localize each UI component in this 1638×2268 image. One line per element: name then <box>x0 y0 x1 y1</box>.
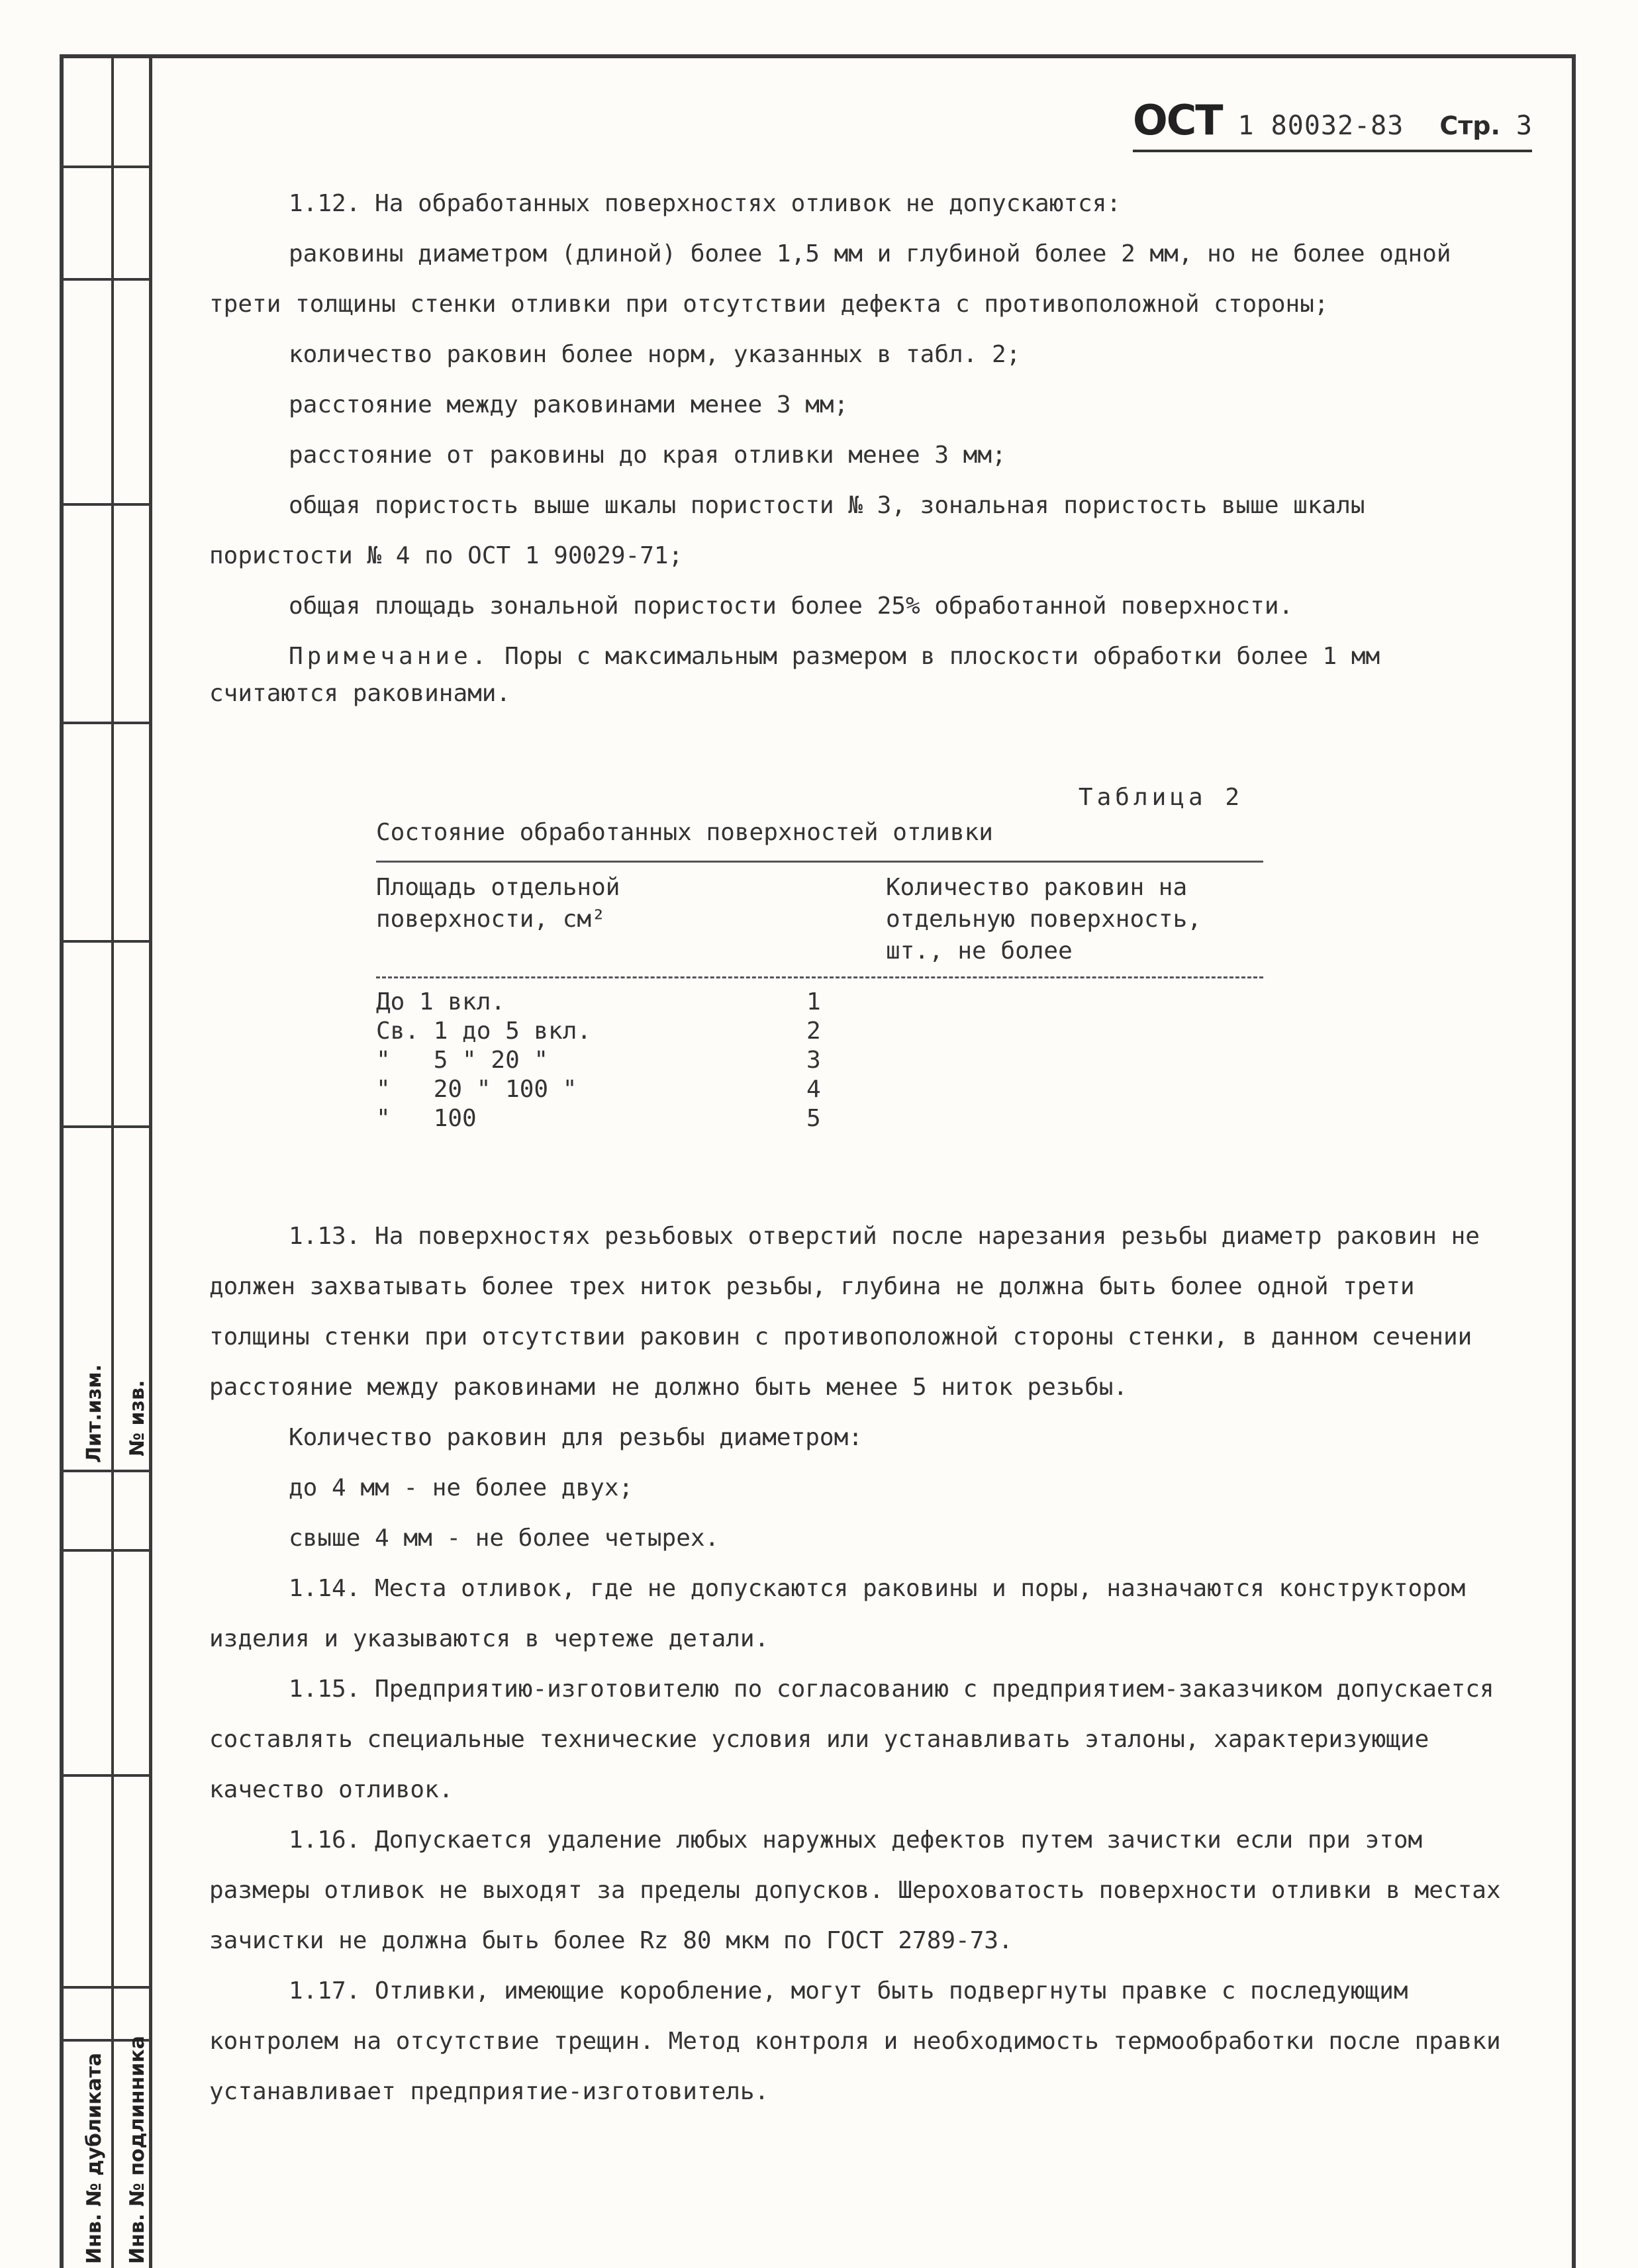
cell-area: " 20 " 100 " <box>376 1076 577 1103</box>
table-row <box>376 1104 1263 1133</box>
strip-line <box>60 503 152 506</box>
paragraph: количество раковин более норм, указанных в табл. 2; <box>289 341 1021 368</box>
paragraph: свыше 4 мм - не более четырех. <box>289 1525 720 1552</box>
cell-count: 2 <box>806 1017 821 1045</box>
cell-area: " 5 " 20 " <box>376 1047 549 1074</box>
cell-area: Св. 1 до 5 вкл. <box>376 1017 592 1045</box>
strip-line <box>60 1470 152 1472</box>
paragraph: 1.16. Допускается удаление любых наружных дефектов путем зачистки если при этом размеры отливок не выходят за пределы допусков. Шероховатость поверхности отливки в местах зачистки не должна быть более Rz 80 мкм по ГОСТ 2789-73. <box>209 1826 1501 1954</box>
page-number: 3 <box>1516 111 1532 141</box>
paragraph: общая пористость выше шкалы пористости № 3, зональная пористость выше шкалы пористости № 4 по ОСТ 1 90029-71; <box>209 492 1365 569</box>
document-number: 1 80032-83 <box>1237 111 1404 141</box>
strip-line <box>60 1549 152 1552</box>
cell-area: До 1 вкл. <box>376 988 506 1016</box>
table-header <box>376 872 1263 967</box>
table-row <box>376 1075 1263 1104</box>
strip-line <box>60 1986 152 1989</box>
revision-label: Лит.изм. <box>83 1364 106 1463</box>
note-paragraph <box>209 638 1507 712</box>
paragraph: Количество раковин для резьбы диаметром: <box>289 1424 863 1451</box>
paragraph: до 4 мм - не более двух; <box>289 1474 634 1501</box>
column-header-count: Количество раковин на отдельную поверхность, шт., не более <box>886 874 1202 965</box>
paragraph: 1.12. На обработанных поверхностях отливок не допускаются: <box>289 190 1122 217</box>
cell-count: 5 <box>806 1105 821 1132</box>
section-1-12 <box>209 179 1507 712</box>
page-header <box>1133 96 1532 152</box>
strip-divider <box>111 54 114 2268</box>
strip-line <box>60 1125 152 1128</box>
table-row <box>376 988 1263 1017</box>
paragraph: 1.14. Места отливок, где не допускаются раковины и поры, назначаются конструктором изделия и указываются в чертеже детали. <box>209 1575 1466 1652</box>
duplicate-inventory-label: Инв. № дубликата <box>83 2052 106 2264</box>
table-2 <box>376 781 1263 1133</box>
standard-mark: ОСТ <box>1133 96 1222 144</box>
strip-line <box>60 165 152 168</box>
notice-number-label: № изв. <box>126 1380 149 1456</box>
table-row <box>376 1017 1263 1046</box>
table-row <box>376 1046 1263 1075</box>
strip-line <box>60 1774 152 1777</box>
table-caption: Таблица 2 <box>1078 784 1243 811</box>
paragraph: 1.17. Отливки, имеющие коробление, могут быть подвергнуты правке с последующим контролем на отсутствие трещин. Метод контроля и необходимость термообработки после правки устанавливает предприятие-изготовитель. <box>209 1977 1501 2105</box>
note-text: Поры с максимальным размером в плоскости обработки более 1 мм считаются раковинами. <box>209 643 1380 707</box>
sections-1-13-to-1-17 <box>209 1211 1507 2117</box>
cell-area: " 100 <box>376 1105 477 1132</box>
table-rule <box>376 976 1263 978</box>
paragraph: 1.13. На поверхностях резьбовых отверстий после нарезания резьбы диаметр раковин не должен захватывать более трех ниток резьбы, глубина не должна быть более одной трети толщины стенки при отсутствии раковин с противоположной стороны стенки, в данном сечении расстояние между раковинами не должно быть менее 5 ниток резьбы. <box>209 1223 1480 1401</box>
cell-count: 4 <box>806 1076 821 1103</box>
paragraph: расстояние между раковинами менее 3 мм; <box>289 391 849 418</box>
note-word: Примечание. <box>289 643 491 670</box>
strip-line <box>60 940 152 943</box>
column-header-area: Площадь отдельной поверхности, см² <box>376 874 620 933</box>
margin-stamp-strip <box>60 54 152 2268</box>
table-rule <box>376 861 1263 863</box>
paragraph: расстояние от раковины до края отливки менее 3 мм; <box>289 442 1006 469</box>
cell-count: 1 <box>806 988 821 1016</box>
paragraph: 1.15. Предприятию-изготовителю по согласованию с предприятием-заказчиком допускается составлять специальные технические условия или устанавливать эталоны, характеризующие качество отливок. <box>209 1676 1494 1803</box>
page-label: Стр. <box>1439 111 1500 140</box>
cell-count: 3 <box>806 1047 821 1074</box>
strip-line <box>60 722 152 724</box>
paragraph: раковины диаметром (длиной) более 1,5 мм и глубиной более 2 мм, но не более одной трети толщины стенки отливки при отсутствии дефекта с противоположной стороны; <box>209 240 1451 318</box>
original-inventory-label: Инв. № подлинника <box>126 2036 149 2264</box>
paragraph: общая площадь зональной пористости более 25% обработанной поверхности. <box>289 592 1294 620</box>
strip-line <box>60 278 152 281</box>
table-title: Состояние обработанных поверхностей отливки <box>376 819 993 846</box>
